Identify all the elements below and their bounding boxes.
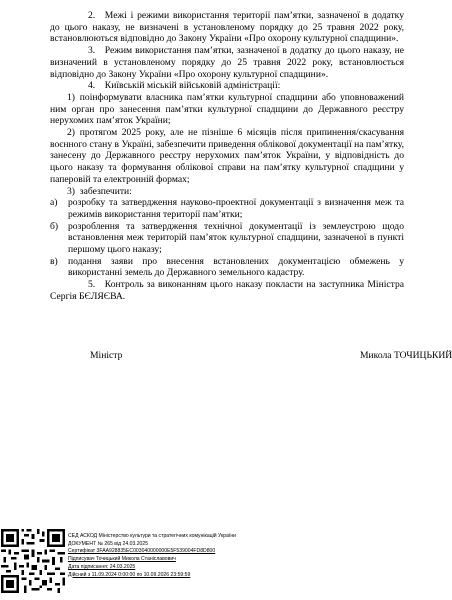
list-marker-a: а)	[50, 197, 58, 209]
stamp-details	[68, 533, 236, 579]
paragraph-4-item-1: 1) поінформувати власника пам’ятки культурної спадщини або уповноважений ним орган про занесення пам’ятки культурної спадщини до Державного реєстру нерухомих пам’яток України;	[50, 91, 404, 127]
stamp-validity: Дійсний з 11.09.2024 0:00:00 по 10.09.2026 23:59:59	[68, 571, 191, 578]
paragraph-5: 5. Контроль за виконанням цього наказу покласти на заступника Міністра Сергія БЄЛЯЄВА.	[50, 279, 404, 302]
paragraph-4: 4. Київській міській військовій адміністрації:	[88, 80, 281, 92]
stamp-document-number: ДОКУМЕНТ № 265 від 24.03.2025	[68, 540, 149, 547]
order-text	[50, 10, 404, 303]
paragraph-2: 2. Межі і режими використання території пам’ятки, зазначеної в додатку до цього наказу, не визначені в установленому порядку до 25 травня 2022 року, встановлюються відповідно до Закону України «Про охорону культурної спадщини».	[50, 10, 404, 45]
qr-code-icon	[1, 529, 65, 593]
stamp-sign-date: Дата підписання: 24.03.2025	[68, 563, 136, 570]
list-text-v: подання заяви про внесення встановлених документацією обмежень у використанні земель до Державного земельного кадастру.	[68, 255, 404, 279]
stamp-signer: Підписувач Точицький Микола Станіславович	[68, 556, 176, 563]
list-item-a	[50, 197, 404, 220]
list-marker-b: б)	[50, 220, 59, 232]
stamp-certificate: Сертифікат 3FAA928835EC003040000000E5F539004FD8D800	[68, 548, 216, 555]
stamp-system-line: СЕД АСКОД Міністерство культури та стратегічних комунікацій України	[68, 533, 236, 539]
list-item-b	[50, 221, 404, 256]
list-text-a: розробку та затвердження науково-проектної документації з визначення меж та режимів використання території пам’ятки;	[68, 197, 404, 220]
signer-position: Міністр	[90, 350, 123, 361]
signer-name: Микола ТОЧИЦЬКИЙ	[360, 350, 452, 361]
list-marker-v: в)	[50, 255, 58, 267]
paragraph-3: 3. Режим використання пам’ятки, зазначеної в додатку до цього наказу, не визначений в установленому порядку до 25 травня 2022 року, встановлюється відповідно до Закону України «Про охорону культурної спадщини».	[50, 45, 404, 80]
list-item-v	[50, 256, 404, 279]
paragraph-4-item-2: 2) протягом 2025 року, але не пізніше 6 місяців після припинення/скасування воєнного стану в Україні, забезпечити приведення облікової документації на пам’ятку, занесену до Державного реєстру нерухомих пам’яток України, у відповідність до цього наказу та формування облікової справи на пам’ятку культурної спадщини у паперовій та електронній формах;	[50, 127, 404, 185]
paragraph-4-item-3: 3) забезпечити:	[67, 185, 132, 197]
list-text-b: розроблення та затвердження технічної документації із землеустрою щодо встановлення меж територій пам’яток культурної спадщини, зазначеної в пункті першому цього наказу;	[68, 220, 404, 256]
electronic-signature-stamp	[0, 526, 426, 600]
